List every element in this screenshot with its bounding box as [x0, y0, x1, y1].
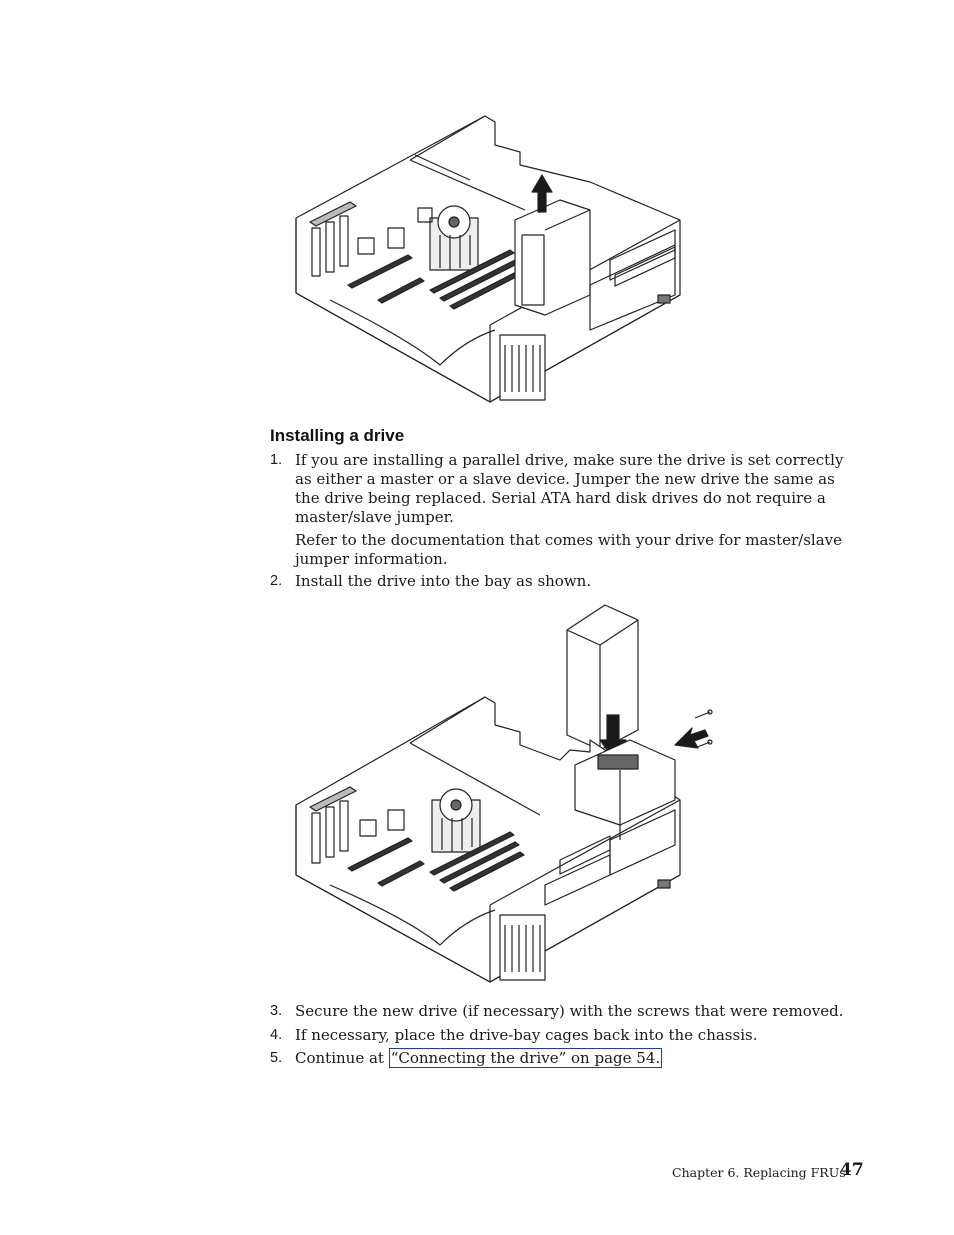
step-3-text: Secure the new drive (if necessary) with the screws that were removed. [295, 1002, 844, 1020]
connecting-the-drive-link[interactable]: “Connecting the drive” on page 54. [390, 1049, 661, 1067]
step-number: 4. [270, 1027, 283, 1043]
step-2 [270, 572, 850, 591]
step-1-paragraph-2: Refer to the documentation that comes with your drive for master/slave jumper information. [295, 531, 843, 568]
step-number: 2. [270, 573, 283, 589]
chassis-drive-removal-illustration [290, 110, 690, 410]
drive-installation-illustration [290, 600, 730, 995]
step-2-text: Install the drive into the bay as shown. [295, 572, 592, 590]
step-5-text [295, 1049, 850, 1068]
step-3 [270, 1002, 850, 1021]
step-1 [270, 451, 850, 569]
step-4 [270, 1026, 850, 1045]
step-5-lead-text: Continue at [295, 1049, 389, 1067]
step-5 [270, 1049, 850, 1068]
section-heading: Installing a drive [270, 426, 405, 445]
step-number: 1. [270, 452, 283, 468]
footer-chapter: Chapter 6. Replacing FRUs [672, 1165, 846, 1180]
page-number: 47 [840, 1160, 864, 1180]
step-4-text: If necessary, place the drive-bay cages back into the chassis. [295, 1026, 758, 1044]
step-number: 5. [270, 1050, 283, 1066]
step-number: 3. [270, 1003, 283, 1019]
step-1-paragraph-1: If you are installing a parallel drive, make sure the drive is set correctly as either a master or a slave device. Jumper the new drive the same as the drive being replaced. Serial ATA hard disk drives do not require a master/slave jumper. [295, 451, 844, 526]
